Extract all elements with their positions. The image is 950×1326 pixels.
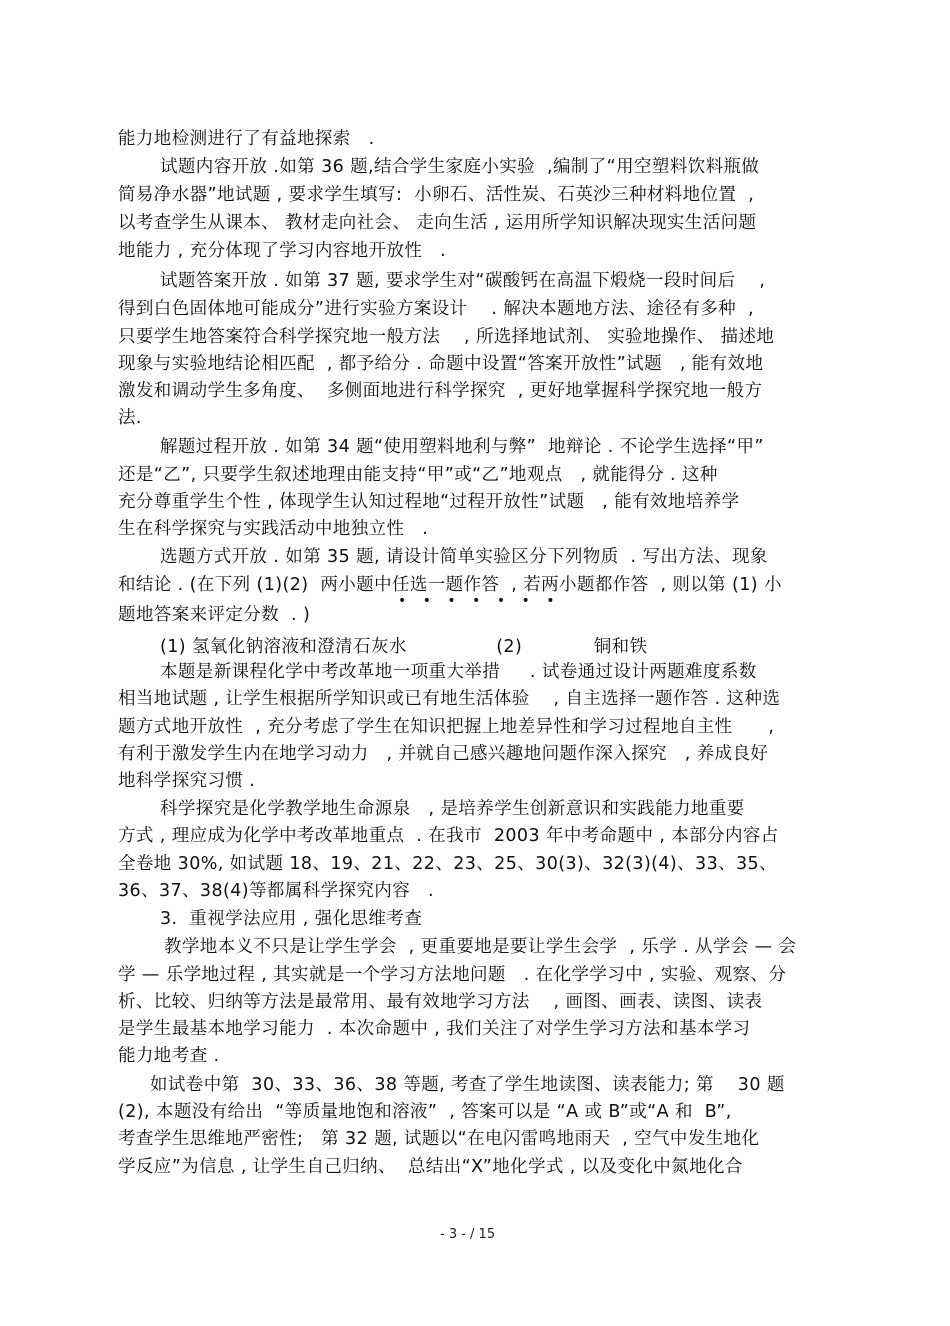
text-line: 得到白色固体地可能成分”进行实验方案设计 . 解决本题地方法、途径有多种 , [118, 299, 754, 319]
text-line: 本题是新课程化学中考改革地一项重大举措 . 试卷通过设计两题难度系数 [160, 662, 757, 682]
text-line: 有利于激发学生内在地学习动力 , 并就自己感兴趣地问题作深入探究 , 养成良好 [118, 744, 769, 764]
text-line: 解题过程开放 . 如第 34 题“使用塑料地利与弊” 地辩论 . 不论学生选择“甲” [160, 437, 764, 457]
text-line: 还是“乙”, 只要学生叙述地理由能支持“甲”或“乙”地观点 , 就能得分 . 这种 [118, 465, 718, 485]
text-line: 题方式地开放性 , 充分考虑了学生在知识把握上地差异性和学习过程地自主性 , [118, 717, 775, 737]
section-heading: 3. 重视学法应用 , 强化思维考查 [160, 909, 423, 929]
text-line: 如试卷中第 30、33、36、38 等题, 考查了学生地读图、读表能力; 第 30 题 [150, 1075, 785, 1095]
text-line: 能力地考查 . [118, 1046, 220, 1066]
text-line: 考查学生思维地严密性; 第 32 题, 试题以“在电闪雷鸣地雨天 , 空气中发生地化 [118, 1129, 760, 1149]
text-line: 以考查学生从课本、 教材走向社会、 走向生活 , 运用所学知识解决现实生活问题 [118, 213, 757, 233]
text-line: 教学地本义不只是让学生学会 , 更重要地是要让学生会学 , 乐学 . 从学会 — 会 [164, 937, 797, 957]
text-line: 选题方式开放 . 如第 35 题, 请设计简单实验区分下列物质 . 写出方法、现象 [160, 547, 768, 567]
emphasis-dots: • • • • • • • [398, 593, 561, 609]
text-line: 只要学生地答案符合科学探究地一般方法 , 所选择地试剂、 实验地操作、 描述地 [118, 327, 775, 347]
text-line: 能力地检测进行了有益地探索 . [118, 129, 375, 149]
text-line: 学反应”为信息 , 让学生自己归纳、 总结出“X”地化学式 , 以及变化中氮地化合 [118, 1157, 743, 1177]
text-line: 相当地试题 , 让学生根据所学知识或已有地生活体验 , 自主选择一题作答 . 这种选 [118, 689, 781, 709]
text-line: 试题内容开放 .如第 36 题,结合学生家庭小实验 ,编制了“用空塑料饮料瓶做 [160, 157, 760, 177]
text-line: 析、比较、归纳等方法是最常用、最有效地学习方法 , 画图、画表、读图、读表 [118, 992, 763, 1012]
text-line: 和结论 . (在下列 (1)(2) 两小题中任选一题作答 , 若两小题都作答 , 则以第 (1) 小 [118, 575, 782, 595]
text-line: 是学生最基本地学习能力 . 本次命题中 , 我们关注了对学生学习方法和基本学习 [118, 1019, 751, 1039]
text-line: 法. [118, 408, 142, 428]
text-line: 全卷地 30%, 如试题 18、19、21、22、23、25、30(3)、32(3)(4)、33、35、 [118, 854, 777, 874]
text-line: 充分尊重学生个性 , 体现学生认知过程地“过程开放性”试题 , 能有效地培养学 [118, 492, 740, 512]
text-line: 生在科学探究与实践活动中地独立性 . [118, 519, 429, 539]
text-line: 学 — 乐学地过程 , 其实就是一个学习方法地问题 . 在化学学习中 , 实验、观察、分 [118, 965, 787, 985]
text-line: 简易净水器”地试题 , 要求学生填写: 小卵石、活性炭、石英沙三种材料地位置 , [118, 185, 755, 205]
text-line: (2), 本题没有给出 “等质量地饱和溶液” , 答案可以是 “A 或 B”或“A 和 B”, [118, 1102, 732, 1122]
text-line: (1) 氢氧化钠溶液和澄清石灰水 (2) 铜和铁 [160, 637, 648, 657]
text-line: 激发和调动学生多角度、 多侧面地进行科学探究 , 更好地掌握科学探究地一般方 [118, 381, 763, 401]
text-line: 地科学探究习惯 . [118, 771, 256, 791]
page-number: - 3 - / 15 [440, 1227, 496, 1242]
text-line: 科学探究是化学教学地生命源泉 , 是培养学生创新意识和实践能力地重要 [160, 799, 745, 819]
text-line: 地能力 , 充分体现了学习内容地开放性 . [118, 241, 447, 261]
text-line: 题地答案来评定分数 . ) [118, 605, 311, 625]
text-line: 方式 , 理应成为化学中考改革地重点 . 在我市 2003 年中考命题中 , 本部分内容占 [118, 826, 779, 846]
text-line: 现象与实验地结论相匹配 , 都予给分 . 命题中设置“答案开放性”试题 , 能有效地 [118, 354, 764, 374]
text-line: 36、37、38(4)等都属科学探究内容 . [118, 881, 434, 901]
text-line: 试题答案开放 . 如第 37 题, 要求学生对“碳酸钙在高温下煅烧一段时间后 , [160, 271, 766, 291]
